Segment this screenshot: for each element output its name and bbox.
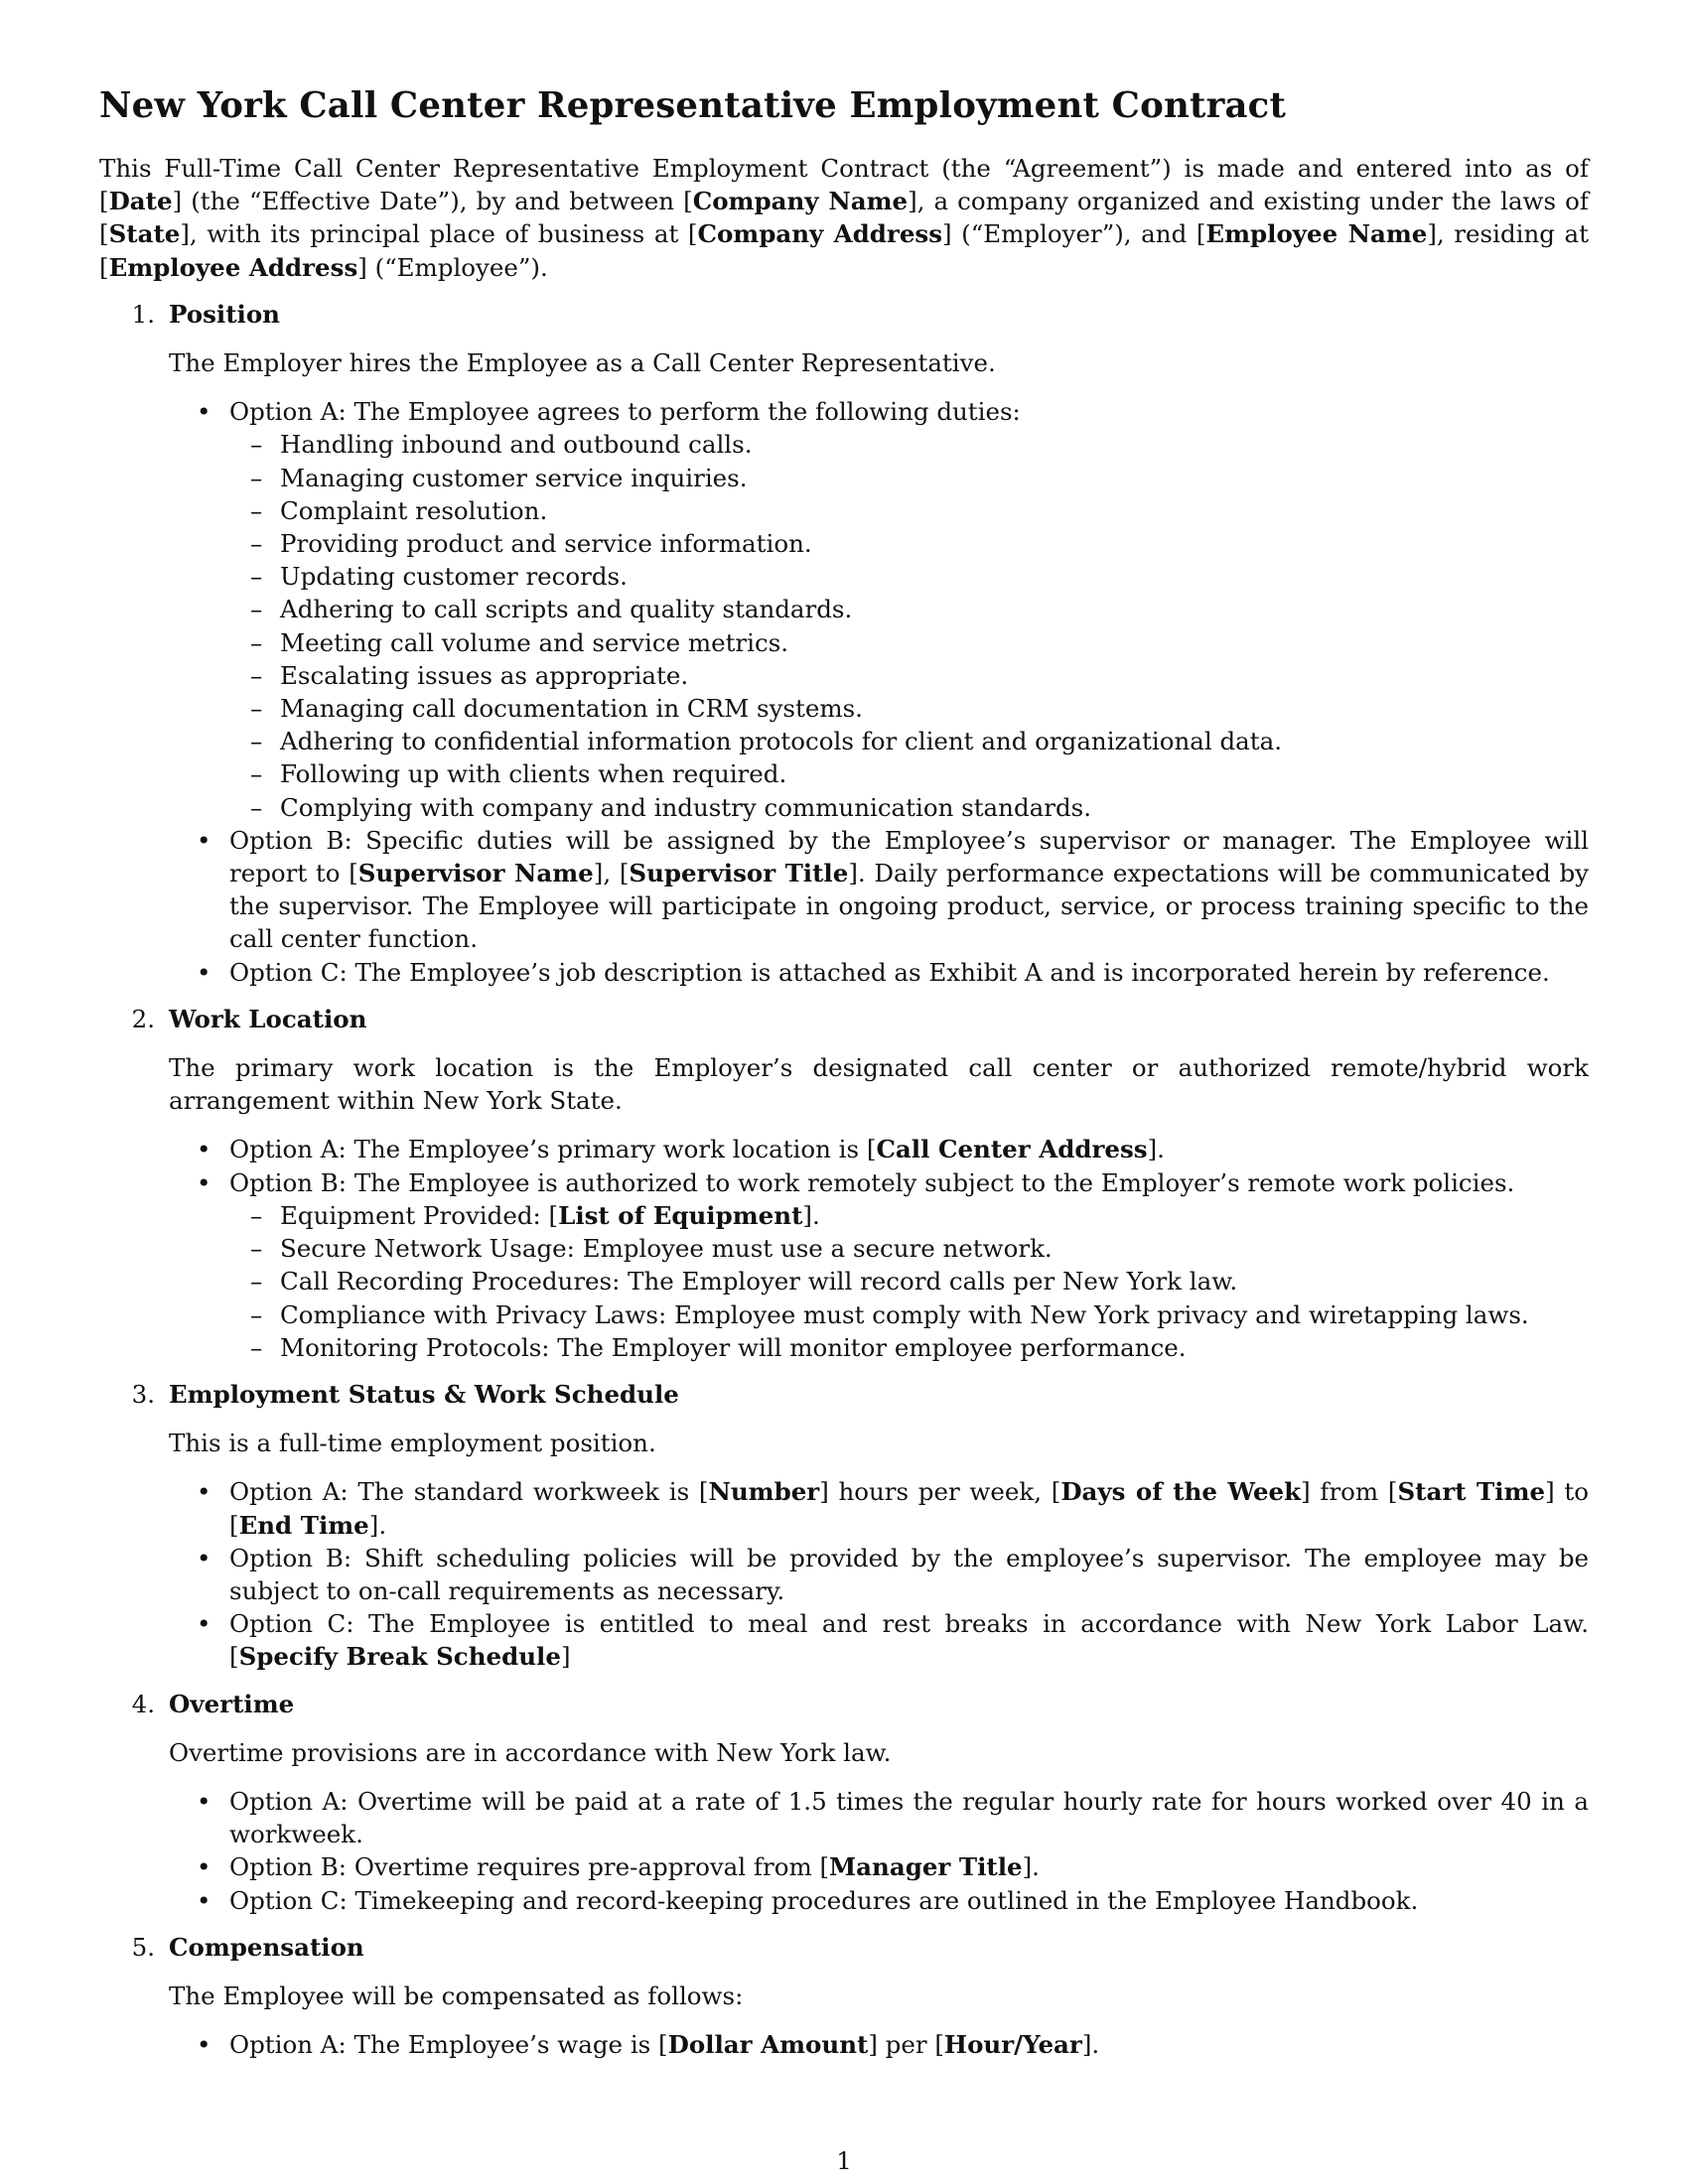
placeholder-field: Supervisor Title bbox=[629, 859, 849, 888]
placeholder-field: Start Time bbox=[1397, 1477, 1546, 1507]
section-title: Compensation bbox=[169, 1932, 364, 1962]
text-run: Complying with company and industry communication standards. bbox=[280, 792, 1091, 822]
option-text bbox=[229, 1133, 1589, 1165]
section-number: 1. bbox=[131, 299, 155, 329]
text-run: ] bbox=[560, 1642, 571, 1672]
text-run: ]. Daily performance expectations will be communicated by the supervisor. The Employee will participate in ongoing product, service, or process training specific to the call center function. bbox=[229, 859, 1590, 954]
option-item bbox=[169, 1475, 1589, 1541]
sub-item bbox=[229, 725, 1589, 757]
option-text bbox=[229, 1884, 1589, 1917]
text-run: Secure Network Usage: Employee must use a secure network. bbox=[280, 1234, 1053, 1264]
text-run: Option A: Overtime will be paid at a rate of 1.5 times the regular hourly rate for hours worked over 40 in a workweek. bbox=[229, 1786, 1589, 1849]
options-list bbox=[169, 1475, 1589, 1673]
text-run: ] to [ bbox=[229, 1477, 1589, 1540]
option-item bbox=[169, 1133, 1589, 1165]
section-description: This is a full-time employment position. bbox=[169, 1429, 656, 1458]
text-run: ], [ bbox=[593, 859, 630, 888]
option-item bbox=[169, 1542, 1589, 1607]
placeholder-field: State bbox=[108, 219, 181, 249]
text-run: Option A: The standard workweek is [ bbox=[229, 1477, 709, 1507]
option-item bbox=[169, 824, 1589, 956]
text-run: Option A: The Employee’s wage is [ bbox=[229, 2030, 668, 2060]
section-compensation bbox=[99, 1931, 1589, 2062]
placeholder-field: Call Center Address bbox=[876, 1135, 1148, 1164]
text-run: ]. bbox=[1081, 2030, 1100, 2060]
option-item bbox=[169, 2028, 1589, 2061]
option-text bbox=[229, 1850, 1589, 1883]
sub-item bbox=[229, 791, 1589, 824]
placeholder-field: Number bbox=[708, 1477, 820, 1507]
text-run: Adhering to confidential information protocols for client and organizational data. bbox=[280, 727, 1283, 756]
sub-item bbox=[229, 1199, 1589, 1232]
section-overtime bbox=[99, 1688, 1589, 1917]
text-run: ], with its principal place of business at [ bbox=[180, 219, 698, 249]
placeholder-field: Specify Break Schedule bbox=[238, 1642, 561, 1672]
section-title: Overtime bbox=[169, 1689, 295, 1718]
option-text bbox=[229, 1166, 1589, 1199]
option-text bbox=[229, 395, 1589, 428]
sub-item bbox=[229, 692, 1589, 725]
placeholder-field: Hour/Year bbox=[943, 2030, 1082, 2060]
sub-item bbox=[229, 527, 1589, 560]
text-run: Option A: The Employee agrees to perform the following duties: bbox=[229, 397, 1021, 427]
sub-item bbox=[229, 1298, 1589, 1331]
text-run: Escalating issues as appropriate. bbox=[280, 660, 689, 690]
placeholder-field: Dollar Amount bbox=[667, 2030, 869, 2060]
text-run: Adhering to call scripts and quality standards. bbox=[280, 595, 853, 624]
section-description: The Employer hires the Employee as a Call Center Representative. bbox=[169, 348, 996, 378]
text-run: Handling inbound and outbound calls. bbox=[280, 430, 753, 460]
text-run: ] (the “Effective Date”), by and between [ bbox=[172, 187, 693, 216]
sub-items-list bbox=[229, 1199, 1589, 1364]
text-run: ]. bbox=[1147, 1135, 1165, 1164]
text-run: Meeting call volume and service metrics. bbox=[280, 627, 789, 657]
section-description: Overtime provisions are in accordance with New York law. bbox=[169, 1737, 892, 1767]
option-item bbox=[169, 1884, 1589, 1917]
option-text bbox=[229, 1542, 1589, 1607]
placeholder-field: Company Name bbox=[692, 187, 909, 216]
intro-paragraph bbox=[99, 152, 1589, 284]
text-run: Option B: Shift scheduling policies will be provided by the employee’s supervisor. The employee may be subject to on-call requirements as necessary. bbox=[229, 1543, 1589, 1605]
sections-list bbox=[99, 298, 1589, 2062]
section-number: 5. bbox=[131, 1932, 155, 1962]
text-run: Monitoring Protocols: The Employer will monitor employee performance. bbox=[280, 1332, 1187, 1362]
placeholder-field: Employee Name bbox=[1205, 219, 1428, 249]
section-number: 3. bbox=[131, 1379, 155, 1409]
text-run: [ bbox=[99, 187, 109, 216]
document-title: New York Call Center Representative Employment Contract bbox=[99, 85, 1287, 126]
text-run: ] per [ bbox=[868, 2030, 944, 2060]
placeholder-field: Date bbox=[108, 187, 173, 216]
text-run: Call Recording Procedures: The Employer will record calls per New York law. bbox=[280, 1267, 1238, 1297]
option-text bbox=[229, 1785, 1589, 1850]
text-run: ]. bbox=[368, 1510, 387, 1540]
placeholder-field: Employee Address bbox=[108, 252, 358, 282]
section-title: Work Location bbox=[169, 1004, 367, 1033]
text-run: ], residing at [ bbox=[99, 219, 1589, 282]
text-run: Complaint resolution. bbox=[280, 495, 548, 525]
text-run: ] (“Employer”), and [ bbox=[942, 219, 1206, 249]
option-item bbox=[169, 1166, 1589, 1364]
sub-item bbox=[229, 560, 1589, 593]
placeholder-field: Days of the Week bbox=[1060, 1477, 1302, 1507]
text-run: Equipment Provided: [ bbox=[280, 1200, 559, 1230]
text-run: Following up with clients when required. bbox=[280, 759, 787, 789]
options-list bbox=[169, 2028, 1589, 2061]
sub-item bbox=[229, 757, 1589, 790]
text-run: Managing customer service inquiries. bbox=[280, 463, 748, 492]
text-run: ] hours per week, [ bbox=[819, 1477, 1061, 1507]
placeholder-field: End Time bbox=[238, 1510, 369, 1540]
text-run: ]. bbox=[1022, 1852, 1040, 1882]
option-item bbox=[169, 1607, 1589, 1673]
placeholder-field: Manager Title bbox=[829, 1852, 1023, 1882]
sub-item bbox=[229, 428, 1589, 461]
option-text bbox=[229, 956, 1589, 989]
sub-item bbox=[229, 1265, 1589, 1297]
sub-item bbox=[229, 626, 1589, 659]
option-text bbox=[229, 2028, 1589, 2061]
placeholder-field: Supervisor Name bbox=[357, 859, 594, 888]
contract-page bbox=[99, 85, 1589, 2075]
sub-item bbox=[229, 593, 1589, 625]
placeholder-field: Company Address bbox=[697, 219, 942, 249]
sub-item bbox=[229, 462, 1589, 494]
section-work-location bbox=[99, 1003, 1589, 1364]
text-run: Option A: The Employee’s primary work location is [ bbox=[229, 1135, 877, 1164]
section-description: The Employee will be compensated as follows: bbox=[169, 1980, 744, 2010]
text-run: Option B: Overtime requires pre-approval from [ bbox=[229, 1852, 830, 1882]
text-run: ], a company organized and existing under the laws of [ bbox=[99, 187, 1589, 249]
section-position bbox=[99, 298, 1589, 989]
text-run: Option B: The Employee is authorized to work remotely subject to the Employer’s remote work policies. bbox=[229, 1167, 1515, 1197]
sub-items-list bbox=[229, 428, 1589, 823]
text-run: Option C: Timekeeping and record-keeping procedures are outlined in the Employee Handbook. bbox=[229, 1885, 1419, 1915]
text-run: ] from [ bbox=[1301, 1477, 1398, 1507]
section-employment-status-work-schedule bbox=[99, 1378, 1589, 1674]
sub-item bbox=[229, 494, 1589, 527]
page-number: 1 bbox=[836, 2146, 852, 2175]
placeholder-field: List of Equipment bbox=[558, 1200, 803, 1230]
option-text bbox=[229, 1607, 1589, 1673]
options-list bbox=[169, 1785, 1589, 1917]
section-number: 2. bbox=[131, 1004, 155, 1033]
text-run: Option B: Specific duties will be assigned by the Employee’s supervisor or manager. The Employee will report to [ bbox=[229, 825, 1589, 888]
option-text bbox=[229, 1475, 1589, 1541]
section-title: Position bbox=[169, 299, 280, 329]
section-description: The primary work location is the Employer’s designated call center or authorized remote/hybrid work arrangement within New York State. bbox=[169, 1053, 1589, 1116]
sub-item bbox=[229, 659, 1589, 692]
text-run: Managing call documentation in CRM systems. bbox=[280, 694, 863, 724]
options-list bbox=[169, 395, 1589, 989]
text-run: ]. bbox=[802, 1200, 820, 1230]
text-run: This Full-Time Call Center Representative Employment Contract (the “Agreement”) is made and entered into as of bbox=[99, 154, 1589, 183]
sub-item bbox=[229, 1232, 1589, 1265]
section-number: 4. bbox=[131, 1689, 155, 1718]
option-item bbox=[169, 1850, 1589, 1883]
option-text bbox=[229, 824, 1589, 956]
sub-item bbox=[229, 1331, 1589, 1364]
text-run: ] (“Employee”). bbox=[357, 252, 548, 282]
text-run: Option C: The Employee is entitled to meal and rest breaks in accordance with New York Labor Law. [ bbox=[229, 1609, 1589, 1672]
text-run: Compliance with Privacy Laws: Employee must comply with New York privacy and wiretapping laws. bbox=[280, 1299, 1529, 1329]
section-title: Employment Status & Work Schedule bbox=[169, 1379, 679, 1409]
text-run: Updating customer records. bbox=[280, 562, 628, 592]
text-run: Option C: The Employee’s job description is attached as Exhibit A and is incorporated herein by reference. bbox=[229, 957, 1550, 987]
option-item bbox=[169, 956, 1589, 989]
text-run: Providing product and service information. bbox=[280, 529, 812, 559]
option-item bbox=[169, 395, 1589, 824]
options-list bbox=[169, 1133, 1589, 1363]
option-item bbox=[169, 1785, 1589, 1850]
